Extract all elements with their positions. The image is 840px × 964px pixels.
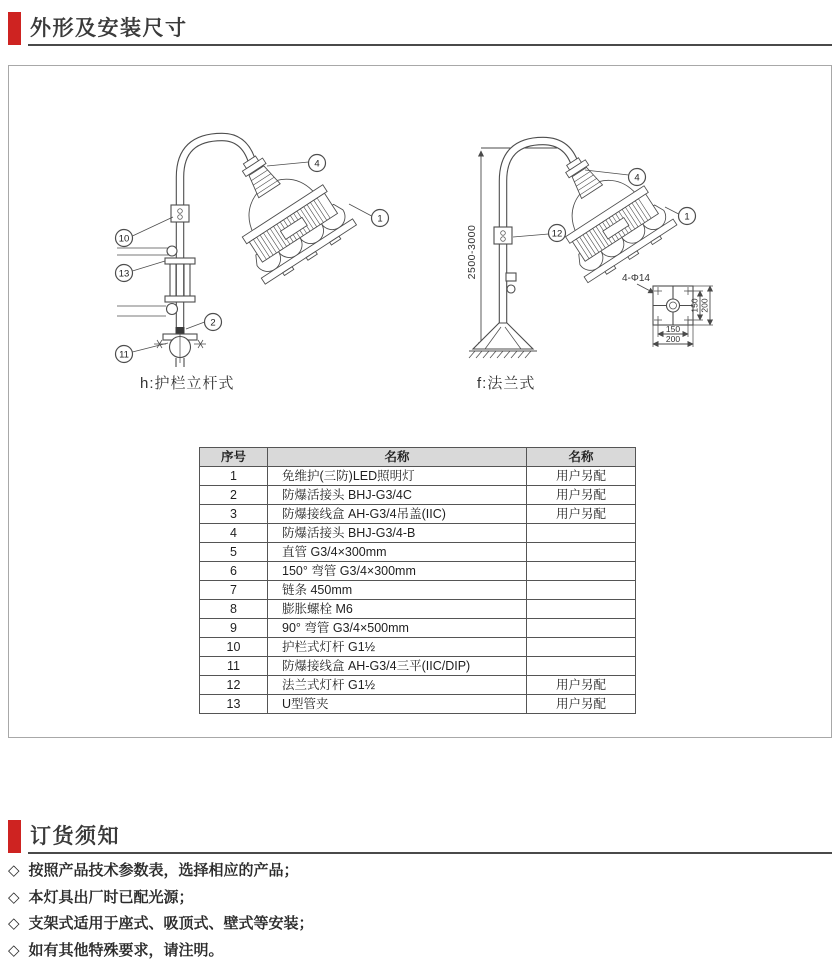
callout-4 xyxy=(267,155,326,172)
table-cell xyxy=(527,543,636,562)
svg-text:4: 4 xyxy=(314,159,319,170)
col-header-index: 序号 xyxy=(200,448,268,467)
table-cell: 1 xyxy=(200,467,268,486)
table-cell: 8 xyxy=(200,600,268,619)
callout-2 xyxy=(186,314,222,331)
svg-text:11: 11 xyxy=(119,350,129,361)
pole-bracket xyxy=(506,273,516,293)
lamp-head xyxy=(204,130,358,287)
svg-text:13: 13 xyxy=(119,269,130,280)
table-cell: 9 xyxy=(200,619,268,638)
table-cell: 12 xyxy=(200,676,268,695)
diamond-bullet-icon: ◇ xyxy=(8,889,20,906)
table-cell: 免维护(三防)LED照明灯 xyxy=(268,467,527,486)
table-cell: 90° 弯管 G3/4×500mm xyxy=(268,619,527,638)
note-text: 本灯具出厂时已配光源； xyxy=(29,889,194,906)
callout-12 xyxy=(513,225,566,242)
table-cell xyxy=(527,524,636,543)
note-text: 支架式适用于座式、吸顶式、壁式等安装； xyxy=(29,915,314,932)
table-cell xyxy=(527,657,636,676)
table-cell: 链条 450mm xyxy=(268,581,527,600)
callout-10 xyxy=(116,217,174,247)
svg-text:2: 2 xyxy=(210,318,215,329)
table-row xyxy=(200,581,636,600)
u-bolt-clamp xyxy=(154,334,206,367)
table-row xyxy=(200,505,636,524)
table-cell: 法兰式灯杆 G1½ xyxy=(268,676,527,695)
callout-13 xyxy=(116,261,166,282)
table-cell: 防爆活接头 BHJ-G3/4-B xyxy=(268,524,527,543)
col-header-name: 名称 xyxy=(268,448,527,467)
table-header-row xyxy=(200,448,636,467)
table-cell: 11 xyxy=(200,657,268,676)
pipe-union xyxy=(171,205,189,222)
table-row xyxy=(200,638,636,657)
table-row xyxy=(200,524,636,543)
table-cell: 用户另配 xyxy=(527,695,636,714)
svg-text:150: 150 xyxy=(690,298,700,312)
flange-plate-detail xyxy=(622,273,713,347)
table-cell: 防爆接线盒 AH-G3/4三平(IIC/DIP) xyxy=(268,657,527,676)
table-row xyxy=(200,562,636,581)
lamp-head xyxy=(528,133,679,286)
caption-flange: f:法兰式 xyxy=(477,372,535,393)
table-cell xyxy=(527,581,636,600)
flange-base xyxy=(469,323,537,358)
diamond-bullet-icon: ◇ xyxy=(8,862,20,879)
svg-text:4: 4 xyxy=(634,173,639,184)
parts-table xyxy=(199,447,636,714)
section-divider xyxy=(28,852,832,854)
svg-text:1: 1 xyxy=(684,212,689,223)
note-text: 如有其他特殊要求，请注明。 xyxy=(29,942,224,959)
diamond-bullet-icon: ◇ xyxy=(8,915,20,932)
section-divider xyxy=(28,44,832,46)
svg-text:2500-3000: 2500-3000 xyxy=(466,225,478,280)
section-accent-bar xyxy=(8,12,21,45)
diamond-bullet-icon: ◇ xyxy=(8,942,20,959)
svg-text:1: 1 xyxy=(377,214,382,225)
table-cell xyxy=(527,600,636,619)
table-row xyxy=(200,695,636,714)
note-line xyxy=(8,911,314,938)
diagram-flange-pole xyxy=(425,115,765,385)
col-header-name2: 名称 xyxy=(527,448,636,467)
section-accent-bar xyxy=(8,820,21,853)
callout-11 xyxy=(116,343,169,363)
svg-text:200: 200 xyxy=(700,298,710,312)
table-cell: 3 xyxy=(200,505,268,524)
table-cell: 2 xyxy=(200,486,268,505)
note-line xyxy=(8,858,314,885)
ordering-notes xyxy=(8,858,314,964)
table-cell: 13 xyxy=(200,695,268,714)
note-line xyxy=(8,938,314,964)
table-cell: 护栏式灯杆 G1½ xyxy=(268,638,527,657)
page-title: 外形及安装尺寸 xyxy=(30,12,188,45)
table-row xyxy=(200,676,636,695)
table-cell: 150° 弯管 G3/4×300mm xyxy=(268,562,527,581)
height-dimension xyxy=(466,148,557,348)
table-cell: 膨胀螺栓 M6 xyxy=(268,600,527,619)
svg-text:10: 10 xyxy=(119,234,130,245)
table-row xyxy=(200,486,636,505)
table-cell: 5 xyxy=(200,543,268,562)
svg-text:4-Φ14: 4-Φ14 xyxy=(622,273,650,284)
table-cell: 4 xyxy=(200,524,268,543)
table-row xyxy=(200,467,636,486)
table-cell: 用户另配 xyxy=(527,467,636,486)
table-cell: 6 xyxy=(200,562,268,581)
ordering-title: 订货须知 xyxy=(30,820,120,853)
table-row xyxy=(200,543,636,562)
note-text: 按照产品技术参数表，选择相应的产品； xyxy=(29,862,299,879)
table-cell xyxy=(527,562,636,581)
diagram-guardrail-pole xyxy=(95,115,415,385)
pipe-union xyxy=(494,227,512,244)
table-cell: 直管 G3/4×300mm xyxy=(268,543,527,562)
table-row xyxy=(200,657,636,676)
svg-text:150: 150 xyxy=(666,324,680,334)
parts-table-body xyxy=(200,467,636,714)
svg-text:200: 200 xyxy=(666,334,680,344)
pipe-nut xyxy=(176,327,185,334)
table-cell xyxy=(527,638,636,657)
table-row xyxy=(200,600,636,619)
svg-text:12: 12 xyxy=(552,229,563,240)
table-cell: 用户另配 xyxy=(527,505,636,524)
note-line xyxy=(8,885,314,912)
table-cell: 防爆活接头 BHJ-G3/4C xyxy=(268,486,527,505)
table-row xyxy=(200,619,636,638)
table-cell: 用户另配 xyxy=(527,486,636,505)
table-cell: 用户另配 xyxy=(527,676,636,695)
table-cell: 防爆接线盒 AH-G3/4吊盖(IIC) xyxy=(268,505,527,524)
table-cell xyxy=(527,619,636,638)
table-cell: 10 xyxy=(200,638,268,657)
table-cell: 7 xyxy=(200,581,268,600)
caption-guardrail-pole: h:护栏立杆式 xyxy=(140,372,235,393)
table-cell: U型管夹 xyxy=(268,695,527,714)
